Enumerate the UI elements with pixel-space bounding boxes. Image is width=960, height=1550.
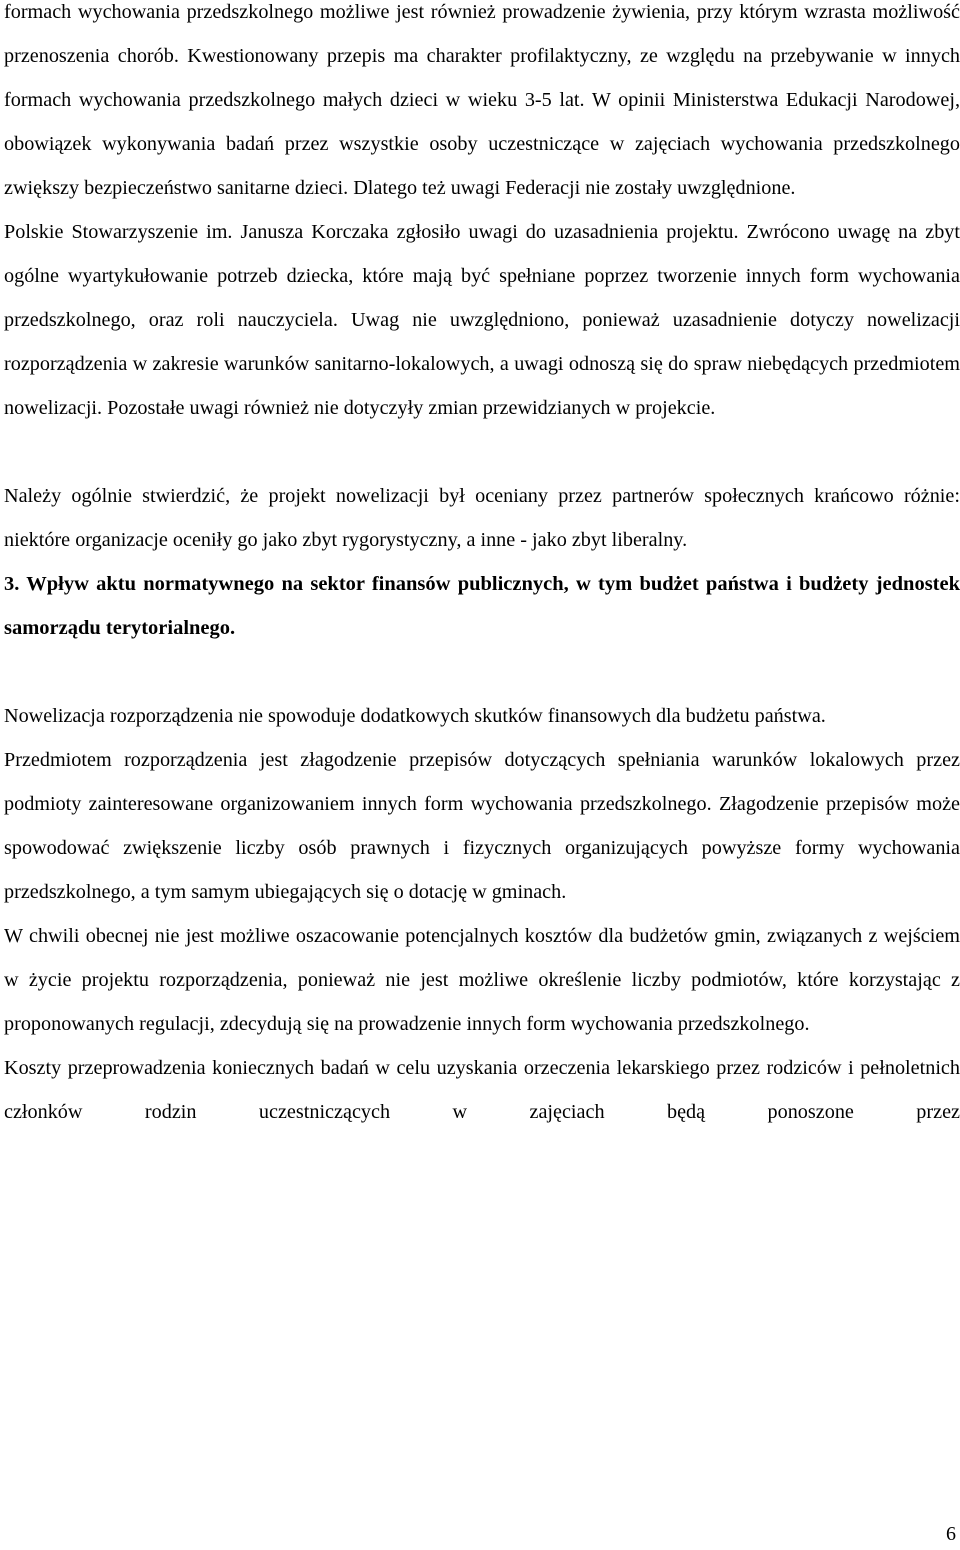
paragraph-social-partners-assessment: Należy ogólnie stwierdzić, że projekt nowelizacji był oceniany przez partnerów społecznych krańcowo różnie: niektóre organizacje oceniły go jako zbyt rygorystyczny, a inne - jako zbyt liberalny. bbox=[4, 485, 960, 551]
paragraph-cost-estimation: W chwili obecnej nie jest możliwe oszacowanie potencjalnych kosztów dla budżetów gmin, związanych z wejściem w życie projektu rozporządzenia, ponieważ nie jest możliwe określenie liczby podmiotów, które korzystając z proponowanych regulacji, zdecydują się na prowadzenie innych form wychowania przedszkolnego. bbox=[4, 925, 960, 1035]
paragraph-regulation-subject: Przedmiotem rozporządzenia jest złagodzenie przepisów dotyczących spełniania warunków lokalowych przez podmioty zainteresowane organizowaniem innych form wychowania przedszkolnego. Złagodzenie przepisów może spowodować zwiększenie liczby osób prawnych i fizycznych organizujących powyższe formy wychowania przedszkolnego, a tym samym ubiegających się o dotację w gminach. bbox=[4, 749, 960, 903]
paragraph-no-budget-effects: Nowelizacja rozporządzenia nie spowoduje dodatkowych skutków finansowych dla budżetu państwa. bbox=[4, 705, 826, 727]
page-number: 6 bbox=[946, 1523, 956, 1545]
paragraph-federation-comments: formach wychowania przedszkolnego możliwe jest również prowadzenie żywienia, przy którym wzrasta możliwość przenoszenia chorób. Kwestionowany przepis ma charakter profilaktyczny, ze względu na przebywanie w innych formach wychowania przedszkolnego małych dzieci w wieku 3-5 lat. W opinii Ministerstwa Edukacji Narodowej, obowiązek wykonywania badań przez wszystkie osoby uczestniczące w zajęciach wychowania przedszkolnego zwiększy bezpieczeństwo sanitarne dzieci. Dlatego też uwagi Federacji nie zostały uwzględnione. bbox=[4, 1, 960, 199]
document-page bbox=[4, 0, 960, 1134]
section-heading-budget-impact: 3. Wpływ aktu normatywnego na sektor finansów publicznych, w tym budżet państwa i budżety jednostek samorządu terytorialnego. bbox=[4, 573, 960, 639]
paragraph-medical-exam-costs: Koszty przeprowadzenia koniecznych badań w celu uzyskania orzeczenia lekarskiego przez rodziców i pełnoletnich członków rodzin uczestniczących w zajęciach będą ponoszone przez bbox=[4, 1057, 960, 1123]
paragraph-korczak-association: Polskie Stowarzyszenie im. Janusza Korczaka zgłosiło uwagi do uzasadnienia projektu. Zwrócono uwagę na zbyt ogólne wyartykułowanie potrzeb dziecka, które mają być spełniane poprzez tworzenie innych form wychowania przedszkolnego, oraz roli nauczyciela. Uwag nie uwzględniono, ponieważ uzasadnienie dotyczy nowelizacji rozporządzenia w zakresie warunków sanitarno-lokalowych, a uwagi odnoszą się do spraw niebędących przedmiotem nowelizacji. Pozostałe uwagi również nie dotyczyły zmian przewidzianych w projekcie. bbox=[4, 221, 960, 419]
